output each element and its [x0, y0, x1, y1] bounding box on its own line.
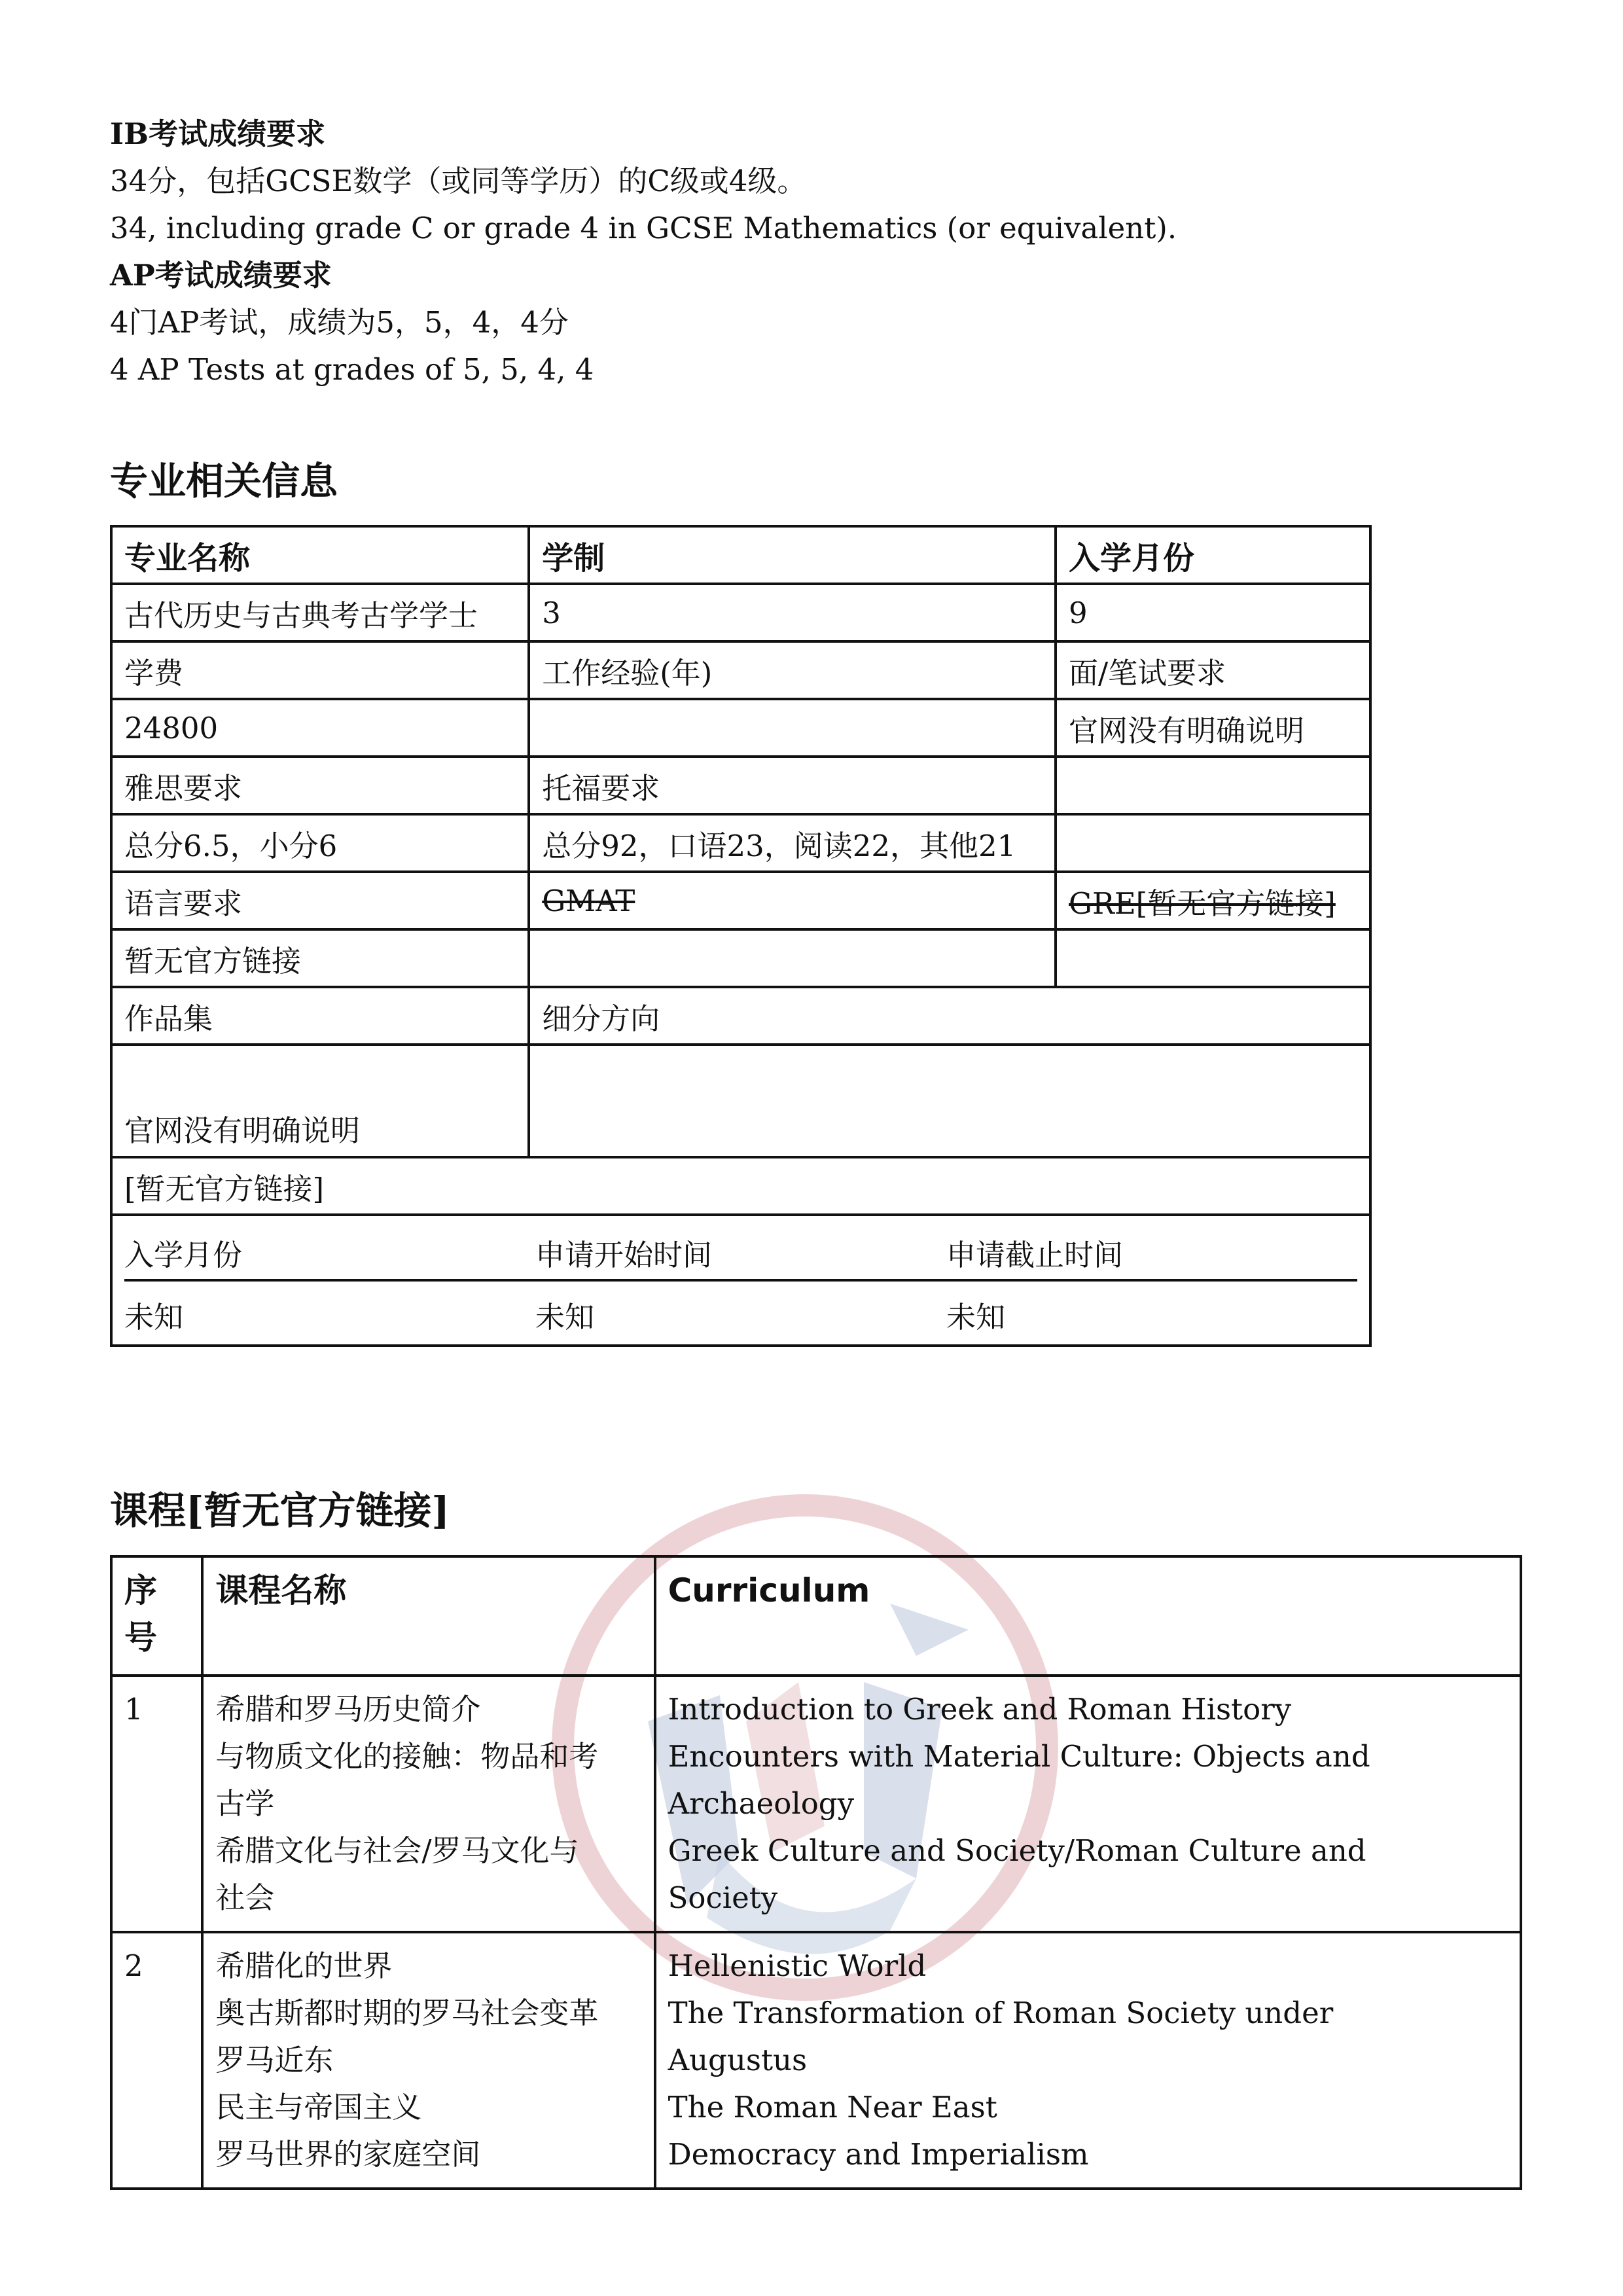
tuition-value: 24800 [111, 699, 529, 757]
link-note: [暂无官方链接] [111, 1157, 1370, 1215]
label-gre: GRE[暂无官方链接] [1056, 872, 1370, 929]
header-major-name: 专业名称 [111, 526, 529, 584]
courses-section-title: 课程[暂无官方链接] [110, 1488, 450, 1533]
course-en-line: The Roman Near East [668, 2090, 997, 2125]
gmat-value [529, 929, 1056, 987]
course-cn-line: 民主与帝国主义 [215, 2090, 422, 2125]
ib-requirement-cn: 34分，包括GCSE数学（或同等学历）的C级或4级。 [110, 164, 807, 198]
course-en-line: The Transformation of Roman Society under [668, 1996, 1334, 2030]
app-start-value: 未知 [535, 1299, 595, 1335]
course-no: 1 [111, 1676, 202, 1932]
header-duration: 学制 [529, 526, 1056, 584]
course-cn-line: 希腊文化与社会/罗马文化与 [215, 1833, 579, 1868]
table-row [111, 1932, 1521, 2189]
major-duration: 3 [529, 584, 1056, 641]
label-toefl: 托福要求 [529, 757, 1056, 814]
course-names-cn [202, 1932, 654, 2189]
header-app-start: 申请开始时间 [535, 1237, 713, 1272]
course-cn-line: 希腊和罗马历史简介 [215, 1692, 481, 1727]
ib-title: IB考试成绩要求 [110, 117, 326, 151]
interview-value: 官网没有明确说明 [1056, 699, 1370, 757]
toefl-value: 总分92，口语23，阅读22，其他21 [529, 814, 1056, 872]
course-en-line: Society [668, 1880, 778, 1915]
courses-table [110, 1555, 1522, 2190]
header-curriculum: Curriculum [655, 1556, 1521, 1676]
application-dates [111, 1215, 1370, 1346]
major-name: 古代历史与古典考古学学士 [111, 584, 529, 641]
ap-title: AP考试成绩要求 [110, 258, 332, 293]
major-info-table [110, 525, 1372, 1347]
course-cn-line: 罗马近东 [215, 2043, 334, 2077]
course-no: 2 [111, 1932, 202, 2189]
language-value: 暂无官方链接 [111, 929, 529, 987]
course-en-line: Augustus [668, 2043, 808, 2077]
course-cn-line: 与物质文化的接触：物品和考 [215, 1739, 599, 1774]
label-ielts: 雅思要求 [111, 757, 529, 814]
major-intake-month: 9 [1056, 584, 1370, 641]
major-section-title: 专业相关信息 [110, 459, 338, 503]
ib-requirement-en: 34, including grade C or grade 4 in GCSE Mathematics (or equivalent). [110, 211, 1177, 245]
work-experience-value [529, 699, 1056, 757]
ap-requirement-en: 4 AP Tests at grades of 5, 5, 4, 4 [110, 352, 594, 387]
course-names-en [655, 1932, 1521, 2189]
course-cn-line: 社会 [215, 1880, 275, 1915]
course-cn-line: 希腊化的世界 [215, 1948, 393, 1983]
course-cn-line: 罗马世界的家庭空间 [215, 2137, 481, 2172]
course-en-line: Greek Culture and Society/Roman Culture and [668, 1833, 1366, 1868]
course-en-line: Democracy and Imperialism [668, 2137, 1089, 2172]
course-en-line: Hellenistic World [668, 1948, 927, 1983]
gre-value [1056, 929, 1370, 987]
ielts-value: 总分6.5，小分6 [111, 814, 529, 872]
course-names-cn [202, 1676, 654, 1932]
course-cn-line: 古学 [215, 1786, 275, 1821]
course-cn-line: 奥古斯都时期的罗马社会变革 [215, 1996, 599, 2030]
course-en-line: Archaeology [668, 1786, 855, 1821]
application-dates-header [124, 1223, 1357, 1282]
header-intake: 入学月份 [124, 1237, 243, 1272]
label-portfolio: 作品集 [111, 987, 529, 1045]
label-interview: 面/笔试要求 [1056, 641, 1370, 699]
header-intake-month: 入学月份 [1056, 526, 1370, 584]
empty-cell [1056, 757, 1370, 814]
header-no: 序号 [111, 1556, 202, 1676]
label-gmat: GMAT [529, 872, 1056, 929]
course-en-line: Encounters with Material Culture: Objects and [668, 1739, 1370, 1774]
application-dates-values [124, 1282, 1357, 1340]
intake-value: 未知 [124, 1299, 184, 1335]
label-work-experience: 工作经验(年) [529, 641, 1056, 699]
portfolio-value: 官网没有明确说明 [111, 1045, 529, 1157]
header-course-name: 课程名称 [202, 1556, 654, 1676]
direction-value [529, 1045, 1370, 1157]
app-end-value: 未知 [946, 1299, 1006, 1335]
table-row [111, 1676, 1521, 1932]
ap-requirement-cn: 4门AP考试，成绩为5，5，4，4分 [110, 305, 569, 340]
empty-cell [1056, 814, 1370, 872]
header-app-end: 申请截止时间 [946, 1237, 1124, 1272]
course-names-en [655, 1676, 1521, 1932]
label-tuition: 学费 [111, 641, 529, 699]
label-direction: 细分方向 [529, 987, 1370, 1045]
label-language: 语言要求 [111, 872, 529, 929]
course-en-line: Introduction to Greek and Roman History [668, 1692, 1292, 1727]
